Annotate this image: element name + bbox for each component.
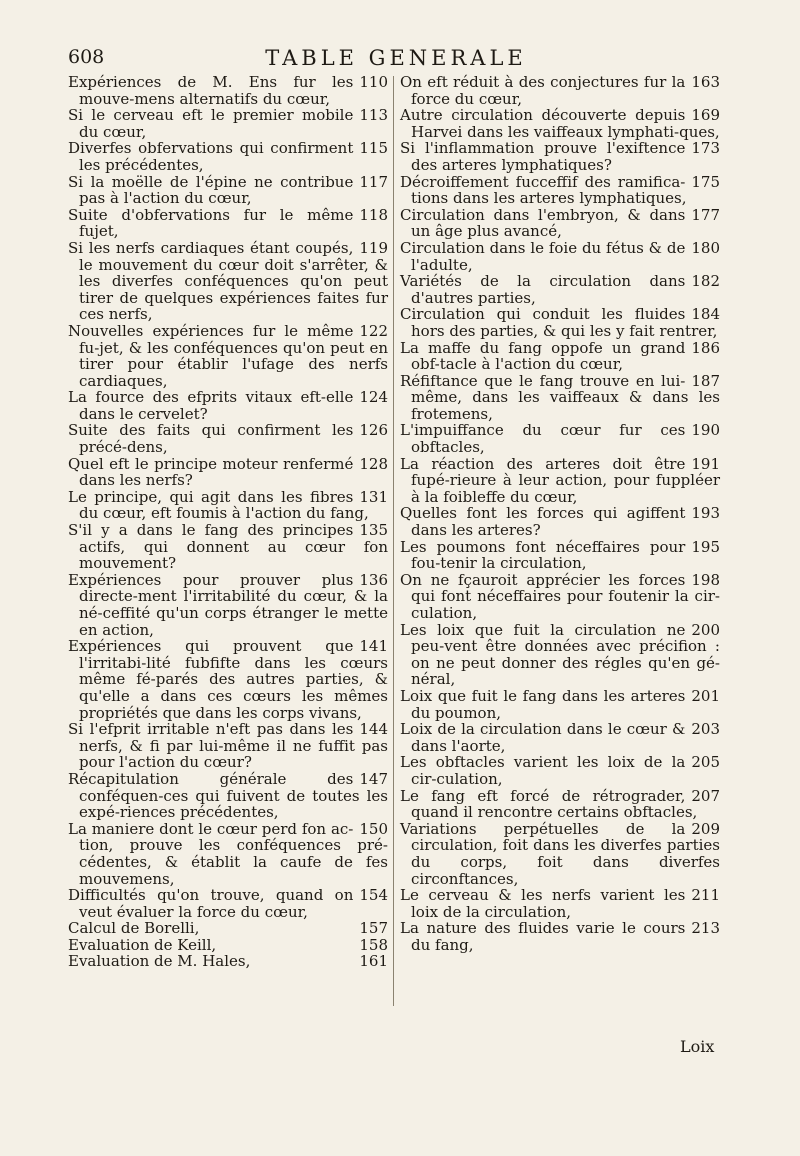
entry-text: Quel eft le principe moteur renfermé dans les nerfs?	[68, 454, 354, 490]
entry-text: Récapitulation générale des conféquen-ces qui fuivent de toutes les expé-riences précédentes,	[68, 769, 388, 822]
index-entry	[400, 306, 720, 339]
index-entry	[400, 821, 720, 887]
entry-text: Circulation dans le foie du fétus & de l'adulte,	[400, 238, 686, 274]
entry-text: Evaluation de M. Hales,	[68, 952, 251, 971]
catchword: Loix	[680, 1037, 715, 1056]
entry-text: Expériences pour prouver plus directe-ment l'irritabilité du cœur, & la né-ceffité qu'un corps étranger le mette en action,	[68, 570, 388, 639]
entry-text: Loix de la circulation dans le cœur & dans l'aorte,	[400, 720, 686, 755]
entry-page-number: 198	[691, 570, 720, 589]
entry-text: Le principe, qui agit dans les fibres du cœur, eft foumis à l'action du fang,	[68, 487, 369, 523]
entry-page-number: 211	[691, 886, 720, 905]
index-entry	[400, 207, 720, 240]
index-entry	[400, 240, 720, 273]
index-entry	[400, 539, 720, 572]
entry-page-number: 207	[691, 786, 720, 805]
entry-text: Les poumons font néceffaires pour fou-tenir la circulation,	[400, 537, 686, 573]
index-entry	[68, 240, 388, 323]
entry-text: Le cerveau & les nerfs varient les loix de la circulation,	[400, 886, 686, 921]
index-entry	[68, 887, 388, 920]
index-entry	[400, 174, 720, 207]
entry-page-number: 131	[359, 487, 388, 506]
entry-page-number: 195	[691, 537, 720, 556]
entry-page-number: 201	[691, 686, 720, 705]
entry-page-number: 115	[359, 139, 388, 158]
entry-text: Si les nerfs cardiaques étant coupés, le mouvement du cœur doit s'arrêter, & les diverfes conféquences qu'on peut tirer de quelques expériences faites fur ces nerfs,	[68, 238, 388, 324]
entry-text: Circulation qui conduit les fluides hors des parties, & qui les y fait rentrer,	[400, 305, 718, 340]
index-entry	[68, 456, 388, 489]
entry-text: Difficultés qu'on trouve, quand on veut évaluer la force du cœur,	[68, 886, 354, 921]
entry-text: Les loix que fuit la circulation ne peu-vent être données avec précifion : on ne peut donner des régles qu'en gé-néral,	[400, 620, 720, 689]
entry-text: La maniere dont le cœur perd fon ac-tion, prouve les conféquences pré-cédentes, & établit la caufe de fes mouvemens,	[68, 819, 388, 888]
entry-page-number: 161	[359, 952, 388, 971]
index-entry	[68, 174, 388, 207]
entry-page-number: 169	[691, 106, 720, 125]
entry-page-number: 187	[691, 371, 720, 390]
entry-text: Les obftacles varient les loix de la cir-culation,	[400, 753, 686, 788]
entry-page-number: 113	[359, 106, 388, 125]
entry-page-number: 119	[359, 238, 388, 257]
entry-text: La fource des efprits vitaux eft-elle dans le cervelet?	[68, 388, 354, 423]
index-column-right	[400, 74, 720, 953]
entry-page-number: 124	[359, 388, 388, 407]
index-entry	[68, 522, 388, 572]
entry-page-number: 154	[359, 886, 388, 905]
entry-page-number: 191	[691, 454, 720, 473]
index-entry	[68, 953, 388, 970]
entry-page-number: 135	[359, 521, 388, 540]
entry-text: Quelles font les forces qui agiffent dans les arteres?	[400, 504, 686, 540]
entry-text: On eft réduit à des conjectures fur la force du cœur,	[400, 73, 686, 108]
entry-text: Décroiffement fucceffif des ramifica-tions dans les arteres lymphatiques,	[400, 172, 687, 208]
entry-page-number: 136	[359, 570, 388, 589]
entry-page-number: 184	[691, 305, 720, 324]
entry-text: S'il y a dans le fang des principes actifs, qui donnent au cœur fon mouvement?	[68, 521, 388, 573]
entry-text: Variations perpétuelles de la circulation, foit dans les diverfes parties du corps, foit dans diverfes circonftances,	[400, 819, 720, 888]
entry-text: Suite des faits qui confirment les précé-dens,	[68, 421, 354, 457]
index-entry	[400, 920, 720, 953]
index-entry	[68, 937, 388, 954]
entry-text: Circulation dans l'embryon, & dans un âge plus avancé,	[400, 205, 686, 241]
index-entry	[400, 572, 720, 622]
entry-text: La maffe du fang oppofe un grand obf-tacle à l'action du cœur,	[400, 338, 686, 374]
entry-page-number: 163	[691, 73, 720, 91]
entry-page-number: 128	[359, 454, 388, 473]
index-entry	[400, 456, 720, 506]
index-entry	[68, 721, 388, 771]
index-column-left	[68, 74, 388, 970]
entry-page-number: 173	[691, 139, 720, 158]
entry-page-number: 186	[691, 338, 720, 357]
entry-page-number: 147	[359, 769, 388, 788]
index-entry	[400, 422, 720, 455]
entry-page-number: 213	[691, 919, 720, 938]
entry-text: Si le cerveau eft le premier mobile du cœur,	[68, 106, 354, 141]
entry-text: Réfiftance que le fang trouve en lui-même, dans les vaiffeaux & dans les frotemens,	[400, 371, 720, 423]
entry-text: Nouvelles expériences fur le même fu-jet, & les conféquences qu'on peut en tirer pour établir l'ufage des nerfs cardiaques,	[68, 321, 388, 390]
index-entry	[400, 273, 720, 306]
entry-page-number: 200	[691, 620, 720, 639]
running-header	[68, 46, 724, 76]
index-entry	[400, 887, 720, 920]
entry-page-number: 150	[359, 819, 388, 838]
entry-page-number: 203	[691, 720, 720, 739]
running-title: TABLE GENERALE	[265, 46, 527, 70]
index-entry	[68, 140, 388, 173]
entry-page-number: 175	[691, 172, 720, 191]
entry-text: Variétés de la circulation dans d'autres parties,	[400, 272, 686, 307]
index-entry	[68, 489, 388, 522]
entry-text: Calcul de Borelli,	[68, 919, 200, 938]
index-entry	[68, 920, 388, 937]
entry-page-number: 126	[359, 421, 388, 440]
index-entry	[68, 638, 388, 721]
entry-page-number: 205	[691, 753, 720, 772]
entry-page-number: 144	[359, 720, 388, 739]
index-entry	[68, 821, 388, 887]
index-entry	[68, 771, 388, 821]
entry-text: Si la moëlle de l'épine ne contribue pas à l'action du cœur,	[68, 172, 354, 208]
entry-page-number: 122	[359, 321, 388, 340]
entry-page-number: 118	[359, 205, 388, 224]
entry-page-number: 117	[359, 172, 388, 191]
entry-text: Si l'efprit irritable n'eft pas dans les nerfs, & fi par lui-même il ne fuffit pas pour l'action du cœur?	[68, 720, 388, 772]
index-entry	[68, 389, 388, 422]
index-entry	[68, 107, 388, 140]
entry-page-number: 177	[691, 205, 720, 224]
entry-text: Si l'inflammation prouve l'exiftence des arteres lymphatiques?	[400, 139, 686, 174]
entry-page-number: 180	[691, 238, 720, 257]
entry-text: La nature des fluides varie le cours du fang,	[400, 919, 686, 954]
index-entry	[400, 788, 720, 821]
entry-page-number: 190	[691, 421, 720, 440]
index-entry	[68, 422, 388, 455]
entry-text: Loix que fuit le fang dans les arteres du poumon,	[400, 686, 686, 722]
index-entry	[400, 505, 720, 538]
entry-text: On ne fçauroit apprécier les forces qui font néceffaires pour foutenir la cir-culation,	[400, 570, 720, 622]
entry-text: Le fang eft forcé de rétrograder, quand il rencontre certains obftacles,	[400, 786, 698, 822]
entry-text: Suite d'obfervations fur le même fujet,	[68, 205, 354, 241]
index-entry	[400, 373, 720, 423]
index-entry	[68, 74, 388, 107]
index-entry	[400, 622, 720, 688]
page-number: 608	[68, 46, 105, 68]
index-entry	[400, 107, 720, 140]
entry-page-number: 141	[359, 637, 388, 656]
entry-page-number: 157	[359, 919, 388, 938]
index-entry	[400, 721, 720, 754]
index-entry	[68, 572, 388, 638]
entry-page-number: 193	[691, 504, 720, 523]
index-entry	[400, 688, 720, 721]
entry-text: L'impuiffance du cœur fur ces obftacles,	[400, 421, 686, 457]
entry-page-number: 110	[359, 73, 388, 91]
entry-page-number: 209	[691, 819, 720, 838]
index-entry	[400, 74, 720, 107]
entry-text: Expériences qui prouvent que l'irritabi-lité fubfifte dans les cœurs même fé-parés des autres parties, & qu'elle a dans ces cœurs les mêmes propriétés que dans les corps vivans,	[68, 637, 388, 722]
entry-page-number: 158	[359, 935, 388, 954]
index-entry	[68, 323, 388, 389]
index-entry	[400, 340, 720, 373]
entry-text: Evaluation de Keill,	[68, 935, 217, 954]
entry-text: Diverfes obfervations qui confirment les précédentes,	[68, 139, 354, 174]
entry-text: La réaction des arteres doit être fupé-rieure à leur action, pour fuppléer à la foibleffe du cœur,	[400, 454, 720, 506]
entry-page-number: 182	[691, 272, 720, 291]
entry-text: Autre circulation découverte depuis Harvei dans les vaiffeaux lymphati-ques,	[400, 106, 720, 141]
index-entry	[400, 754, 720, 787]
column-divider	[393, 76, 394, 1006]
index-entry	[68, 207, 388, 240]
entry-text: Expériences de M. Ens fur les mouve-mens alternatifs du cœur,	[68, 73, 354, 108]
index-entry	[400, 140, 720, 173]
